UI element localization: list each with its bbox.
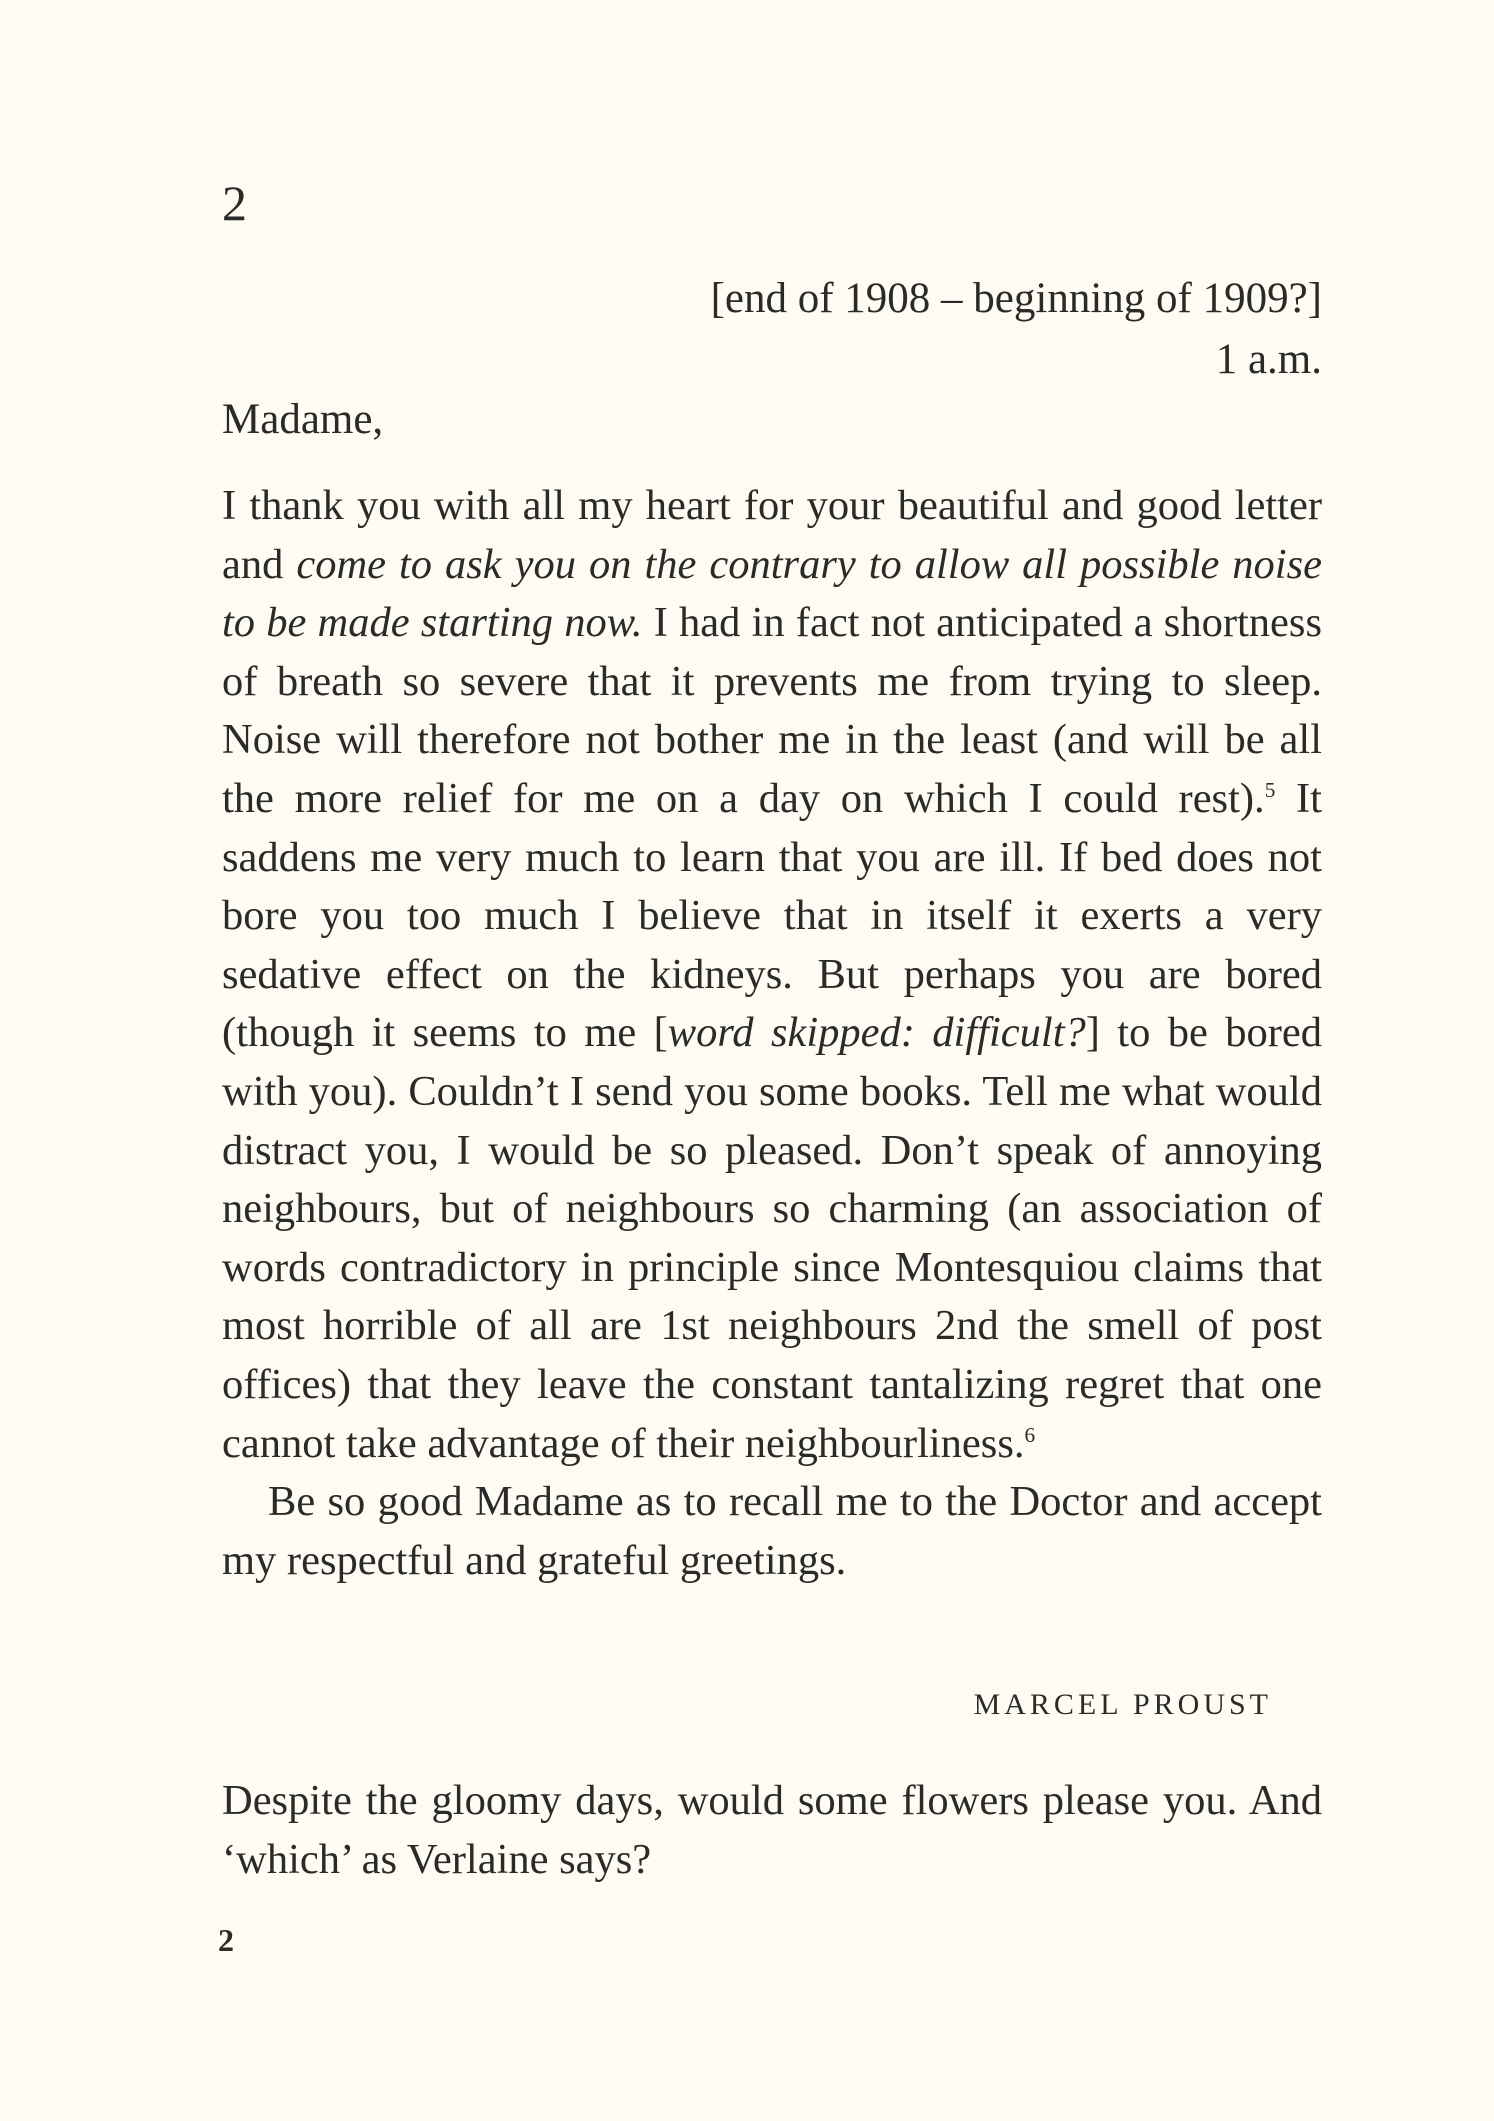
body-paragraph-1 [222, 477, 1322, 1473]
page-number: 2 [218, 1922, 234, 1958]
letter-body [222, 477, 1322, 1590]
letter-time: 1 a.m. [1215, 336, 1322, 383]
signature: MARCEL PROUST [973, 1688, 1272, 1721]
postscript: Despite the gloomy days, would some flowers please you. And ‘which’ as Verlaine says? [222, 1777, 1322, 1883]
paragraph-text: I thank you with all my heart for your beautiful and good letter and [222, 482, 1322, 588]
italic-text: come to ask you on the contrary to allow all possible noise to be made starting now. [222, 540, 1322, 647]
letter-number: 2 [222, 175, 247, 231]
letter-date: [end of 1908 – beginning of 1909?] [710, 275, 1322, 322]
dateline [711, 268, 1322, 390]
paragraph-text: I had in fact not anticipated a shortness of breath so severe that it prevents me from trying to sleep. Noise will therefore not bother me in the least (and will be all the more relief for me on a day on which I could rest). [222, 599, 1322, 822]
footnote-marker: 6 [1024, 1422, 1036, 1447]
body-paragraph-2: Be so good Madame as to recall me to the Doctor and accept my respectful and grateful greetings. [222, 1478, 1322, 1584]
footnote-marker: 5 [1264, 777, 1276, 802]
editorial-note: word skipped: difficult? [667, 1009, 1086, 1057]
salutation: Madame, [222, 396, 384, 443]
paragraph-text: ] to be bored with you). Couldn’t I send you some books. Tell me what would distract you, I would be so pleased. Don’t speak of annoying neighbours, but of neighbours so charming (an association of words contradictory in principle since Montesquiou claims that most horrible of all are 1st neighbours 2nd the smell of post offices) that they leave the constant tantalizing regret that one cannot take advantage of their neighbourliness. [222, 1009, 1323, 1467]
paragraph-text: It saddens me very much to learn that you are ill. If bed does not bore you too much I believe that in itself it exerts a very sedative effect on the kidneys. But perhaps you are bored (though it seems to me [ [222, 774, 1322, 1057]
